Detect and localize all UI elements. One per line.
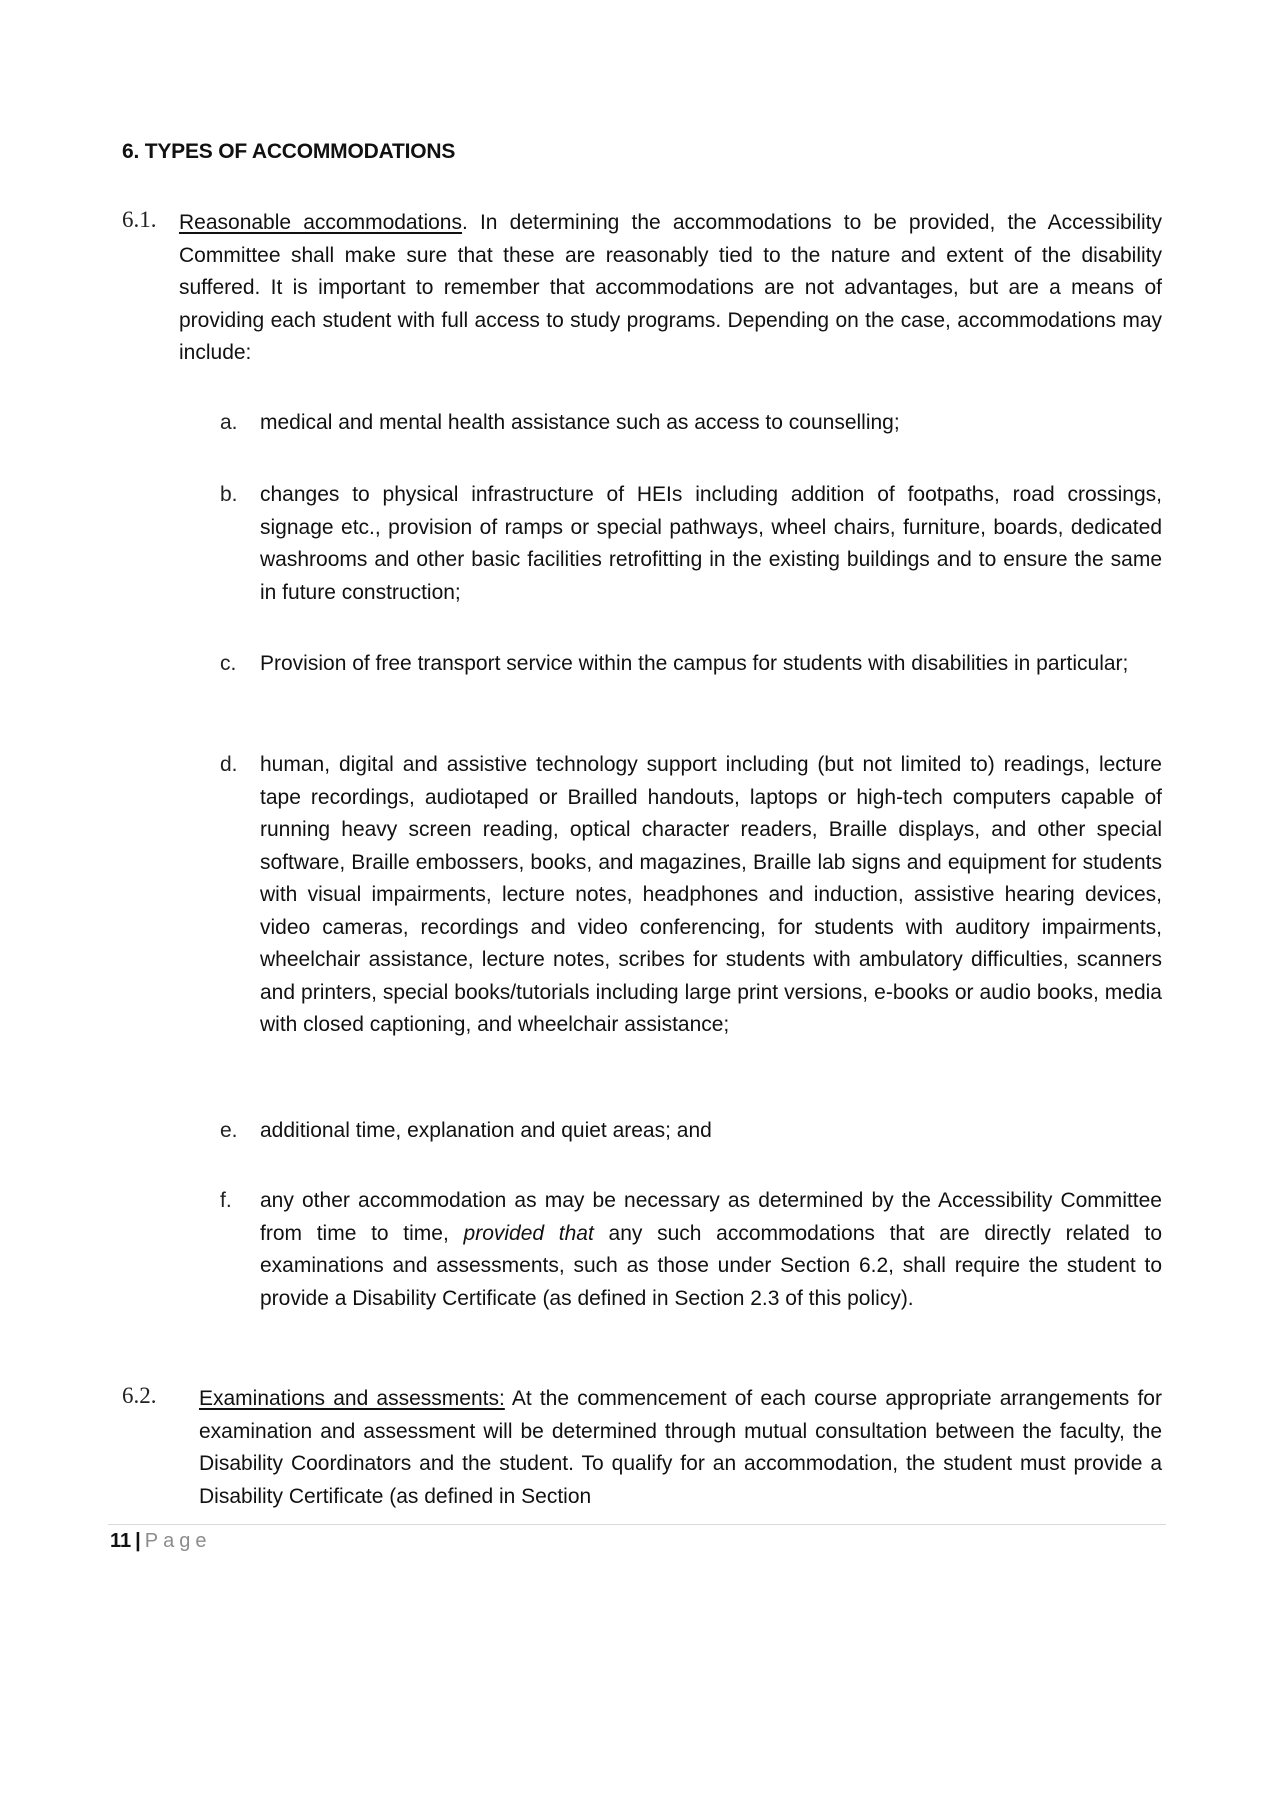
list-item-text-part: any other accommodation as may be necessary as determined by the Accessibility Committee from time to time, xyxy=(260,1189,1162,1245)
section-heading: 6. TYPES OF ACCOMMODATIONS xyxy=(122,140,456,163)
section-title: Reasonable accommodations xyxy=(179,211,462,234)
list-item-marker: e. xyxy=(220,1119,238,1142)
section-body-text: In determining the accommodations to be provided, the Accessibility Committee shall make sure that these are reasonably tied to the nature and extent of the disability suffered. It is important to remember that accommodations are not advantages, but are a means of providing each student with full access to study programs. Depending on the case, accommodations may include: xyxy=(179,211,1162,364)
footer-divider xyxy=(108,1524,1166,1525)
list-item-e xyxy=(220,1115,1162,1148)
section-title: Examinations and assessments: xyxy=(199,1387,505,1410)
list-item-text xyxy=(260,1185,1162,1315)
list-item-marker: a. xyxy=(220,411,238,434)
list-item-text: Provision of free transport service within the campus for students with disabilities in particular; xyxy=(260,652,1129,675)
list-item-f xyxy=(220,1185,1162,1315)
section-body-text: At the commencement of each course appropriate arrangements for examination and assessment will be determined through mutual consultation between the faculty, the Disability Coordinators and the student. To qualify for an accommodation, the student must provide a Disability Certificate (as defined in Section xyxy=(199,1387,1162,1508)
list-item-c xyxy=(220,648,1162,681)
list-item-marker: f. xyxy=(220,1189,232,1212)
list-item-text: medical and mental health assistance such as access to counselling; xyxy=(260,411,900,434)
page-label: Page xyxy=(144,1530,212,1552)
list-item-text: changes to physical infrastructure of HEIs including addition of footpaths, road crossings, signage etc., provision of ramps or special pathways, wheel chairs, furniture, boards, dedicated washrooms and other basic facilities retrofitting in the existing buildings and to ensure the same in future construction; xyxy=(260,483,1162,604)
section-number: 6.2. xyxy=(122,1383,157,1408)
list-item-marker: c. xyxy=(220,652,237,675)
list-item-a xyxy=(220,407,1162,440)
section-paragraph xyxy=(199,1383,1162,1513)
list-item-marker: b. xyxy=(220,483,238,506)
section-title-suffix: . xyxy=(461,211,468,234)
page-footer xyxy=(110,1530,211,1553)
section-6-2 xyxy=(122,1383,1162,1513)
section-number: 6.1. xyxy=(122,207,157,232)
list-item-text: human, digital and assistive technology support including (but not limited to) readings, lecture tape recordings, audiotaped or Brailled handouts, laptops or high-tech computers capable of running heavy screen reading, optical character readers, Braille displays, and other special software, Braille embossers, books, and magazines, Braille lab signs and equipment for students with visual impairments, lecture notes, headphones and induction, assistive hearing devices, video cameras, recordings and video conferencing, for students with auditory impairments, wheelchair assistance, lecture notes, scribes for students with ambulatory difficulties, scanners and printers, special books/tutorials including large print versions, e-books or audio books, media with closed captioning, and wheelchair assistance; xyxy=(260,753,1162,1036)
section-paragraph xyxy=(179,207,1162,370)
list-item-b xyxy=(220,479,1162,609)
list-item-marker: d. xyxy=(220,753,238,776)
list-item-d xyxy=(220,749,1162,1042)
section-6-1 xyxy=(122,207,1162,370)
list-item-text: additional time, explanation and quiet areas; and xyxy=(260,1119,712,1142)
list-item-text-part: any such accommodations that are directly related to examinations and assessments, such as those under Section 6.2, shall require the student to provide a Disability Certificate (as defined in Section 2.3 of this policy). xyxy=(260,1221,1163,1310)
page-number: 11 xyxy=(110,1530,132,1552)
list-item-text-italic: provided that xyxy=(463,1221,594,1245)
footer-separator: | xyxy=(135,1530,141,1552)
